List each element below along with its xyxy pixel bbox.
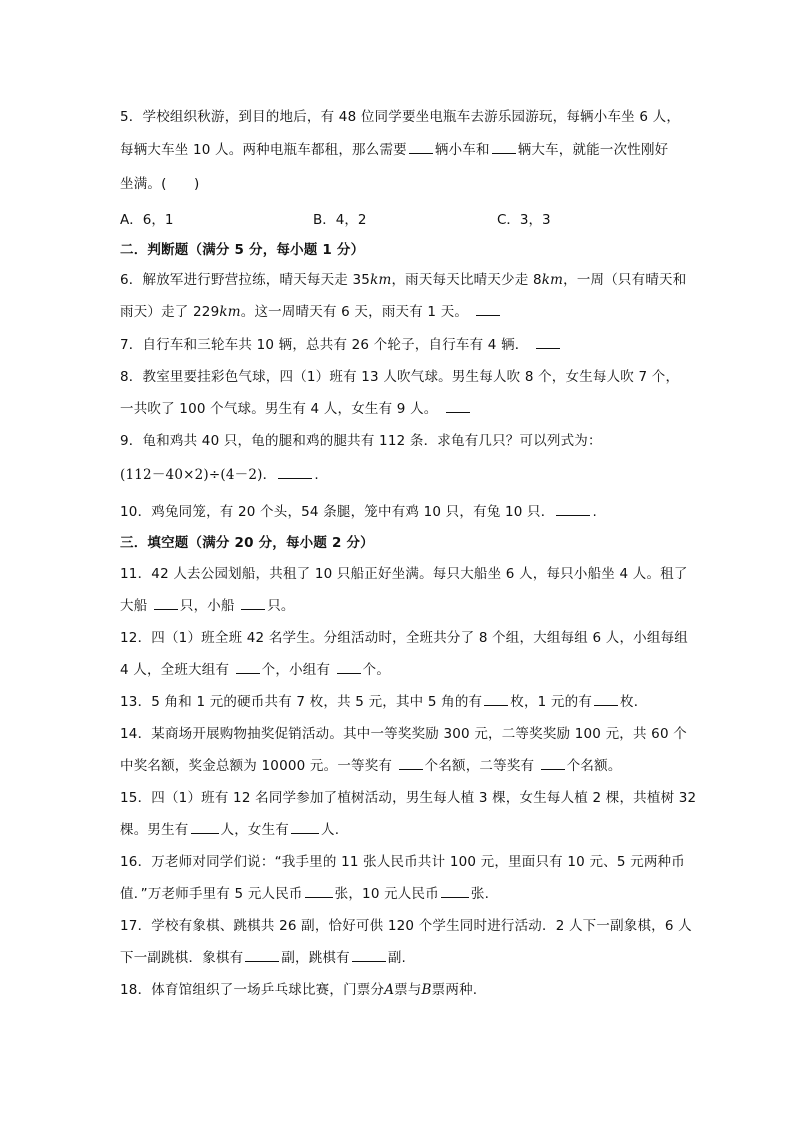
q14-text-c: 个名额。 [566,758,622,774]
q13-text-c: 枚． [620,694,648,710]
q15-line1: 15．四（1）班有 12 名同学参加了植树活动，男生每人植 3 棵，女生每人植 2 棵，共植树 32 [120,790,697,806]
answer-blank[interactable] [191,821,219,834]
q16-text-c: 张. [470,886,490,902]
q7-line [120,333,562,353]
q13-text-a: 13．5 角和 1 元的硬币共有 7 枚，共 5 元，其中 5 角的有 [120,694,483,710]
q18-text-a: 18．体育馆组织了一场乒乓球比赛，门票分 [120,982,385,998]
q16-text-a: 值．”万老师手里有 5 元人民币 [120,886,303,902]
q17-line1: 17．学校有象棋、跳棋共 26 副，恰好可供 120 个学生同时进行活动．2 人下一副象棋，6 人 [120,918,692,934]
q7-text: 7．自行车和三轮车共 10 辆，总共有 26 个轮子，自行车有 4 辆． [120,337,529,353]
answer-blank[interactable] [352,949,386,962]
q5-line2 [120,138,668,158]
q15-line2 [120,818,339,838]
q14-line1: 14．某商场开展购物抽奖促销活动。其中一等奖奖励 300 元，二等奖奖励 100 元，共 60 个 [120,726,687,742]
q12-line2 [120,658,390,678]
answer-blank[interactable] [536,336,560,349]
q14-line2 [120,754,622,774]
answer-blank[interactable] [337,661,361,674]
answer-blank[interactable] [409,141,433,154]
q6-text-a: 6．解放军进行野营拉练，晴天每天走 35 [120,272,371,288]
q14-text-a: 中奖名额，奖金总额为 10000 元。一等奖有 [120,758,397,774]
q11-text-c: 只。 [267,598,295,614]
q16-line1: 16．万老师对同学们说：“我手里的 11 张人民币共计 100 元，里面只有 10 元、5 元两种币 [120,854,685,870]
q17-text-a: 下一副跳棋．象棋有 [120,950,244,966]
q5-line3: 坐满。( ) [120,176,200,192]
answer-blank[interactable] [236,661,260,674]
q6-text-c: ，一周（只有晴天和 [563,272,687,288]
q5-option-c[interactable]: C．3，3 [497,212,551,228]
q6-line2 [120,300,502,320]
answer-blank[interactable] [154,597,178,610]
q11-line1: 11．42 人去公园划船，共租了 10 只船正好坐满。每只大船坐 6 人，每只小船坐 4 人。租了 [120,566,688,582]
answer-blank[interactable] [305,885,333,898]
q18-text-b: 票与 [394,982,422,998]
q5-text-a: 每辆大车坐 10 人。两种电瓶车都租，那么需要 [120,142,407,158]
q8-line2 [120,397,472,417]
q9-formula: (112－40×2)÷(4－2)． [120,467,277,483]
q10-line: 10．鸡兔同笼，有 20 个头，54 条腿，笼中有鸡 10 只，有兔 10 只． . [120,504,597,520]
q17-text-c: 副. [387,950,407,966]
q6-unit: km [370,272,392,288]
q12-text-a: 4 人，全班大组有 [120,662,234,678]
answer-blank[interactable] [399,757,423,770]
q12-text-b: 个，小组有 [261,662,335,678]
q5-line1: 5．学校组织秋游，到目的地后，有 48 位同学要坐电瓶车去游乐园游玩，每辆小车坐 6 人， [120,109,681,125]
answer-blank[interactable] [476,303,500,316]
q6-text-d: 雨天）走了 229 [120,304,220,320]
answer-blank[interactable] [492,141,516,154]
q10-text: 10．鸡兔同笼，有 20 个头，54 条腿，笼中有鸡 10 只，有兔 10 只． [120,504,555,520]
answer-blank[interactable] [441,885,469,898]
q9-line1: 9．龟和鸡共 40 只，龟的腿和鸡的腿共有 112 条．求龟有几只？可以列式为： [120,433,602,449]
q15-text-b: 人，女生有 [220,822,289,838]
section-heading-fill-in: 三．填空题（满分 20 分，每小题 2 分） [120,535,374,551]
q12-text-c: 个。 [362,662,391,678]
answer-blank[interactable] [484,693,508,706]
q6-text-e: 。这一周晴天有 6 天，雨天有 1 天。 [240,304,469,320]
answer-blank[interactable] [541,757,565,770]
q18-ticket-b: B [421,982,432,998]
q16-text-b: 张，10 元人民币 [334,886,439,902]
q8-text: 一共吹了 100 个气球。男生有 4 人，女生有 9 人。 [120,401,438,417]
answer-blank[interactable] [245,949,279,962]
q6-unit: km [541,272,564,288]
q13-text-b: 枚，1 元的有 [510,694,593,710]
answer-blank[interactable] [291,821,319,834]
q5-option-a[interactable]: A．6，1 [120,212,174,228]
q16-line2 [120,882,489,902]
q18-text-c: 票两种. [431,982,478,998]
q11-line2 [120,594,295,614]
q5-option-b[interactable]: B．4，2 [313,212,367,228]
answer-blank[interactable] [446,400,470,413]
q6-text-b: ，雨天每天比晴天少走 8 [391,272,542,288]
q11-text-b: 只，小船 [179,598,240,614]
q17-line2 [120,946,406,966]
answer-blank[interactable] [278,466,312,479]
q12-line1: 12．四（1）班全班 42 名学生。分组活动时，全班共分了 8 个组，大组每组 6 人，小组每组 [120,630,688,646]
answer-blank[interactable] [556,503,590,516]
q5-text-b: 辆小车和 [434,142,490,158]
answer-blank[interactable] [594,693,618,706]
section-heading-judgment: 二．判断题（满分 5 分，每小题 1 分） [120,242,365,258]
q17-text-b: 副，跳棋有 [281,950,350,966]
q14-text-b: 个名额，二等奖有 [424,758,539,774]
q9-line2: (112－40×2)÷(4－2)． . [120,467,319,483]
q6-line1 [120,268,686,288]
q15-text-c: 人. [321,822,340,838]
q18-line [120,978,477,998]
q6-unit: km [219,304,241,320]
answer-blank[interactable] [241,597,265,610]
q18-ticket-a: A [384,982,395,998]
q8-line1: 8．教室里要挂彩色气球，四（1）班有 13 人吹气球。男生每人吹 8 个，女生每人吹 7 个， [120,369,680,385]
q11-text-a: 大船 [120,598,152,614]
q15-text-a: 棵。男生有 [120,822,189,838]
q5-text-c: 辆大车，就能一次性刚好 [517,142,669,158]
q13-line [120,690,647,710]
